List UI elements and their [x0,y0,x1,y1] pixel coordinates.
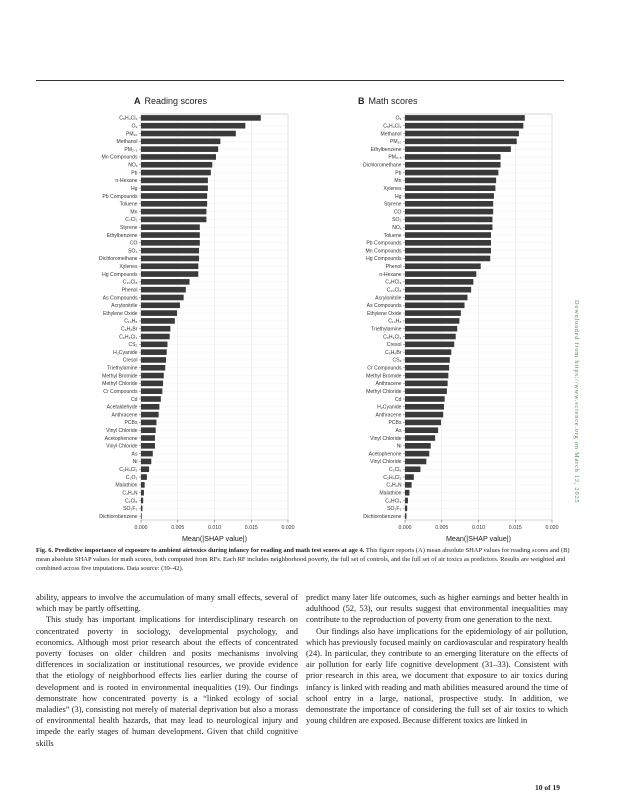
bar [405,302,465,308]
y-tick-label: Acrylonitrile [375,295,402,302]
bar [141,295,184,301]
bar [405,217,492,223]
bar [405,310,461,316]
y-tick-label: As Compounds [102,295,138,302]
bar [141,271,198,277]
y-tick-label: C₆H₄Cl₂ [383,123,402,130]
bar [405,396,445,402]
bar [405,451,429,457]
y-tick-label: SO₂ [392,217,402,224]
y-tick-label: Vinyl Chloride [106,443,138,450]
y-tick-label: H₂Cyanide [377,404,402,411]
y-tick-label: Pb [395,170,402,177]
y-tick-label: PM₂.₅ [388,154,402,161]
bar [405,193,494,199]
y-tick-label: C₂H₄Cl₂ [119,467,138,474]
figure-title: Predictive importance of exposure to ambient airtoxics during infancy for reading and math test scores at age 4. [54,547,365,554]
x-tick-label: 0.010 [208,525,221,531]
y-tick-label: Cd [130,396,138,403]
bar [141,404,159,410]
x-tick-label: 0.000 [398,525,412,531]
y-tick-label: Methyl Bromide [102,373,138,380]
bar [405,162,501,168]
y-tick-label: Dichloromethane [362,162,402,169]
y-tick-label: Hg Compounds [366,256,402,263]
reading-scores-chart [36,110,298,546]
y-tick-label: Ni [396,443,402,450]
body-right-column [306,592,568,726]
y-tick-label: Anthracene [111,412,138,419]
figure-caption-text: This figure reports (A) mean absolute SHAP values for reading scores and (B) mean absolute SHAP values for math scores, both computed from RFs. Each RF includes neighborhood poverty, the full set of controls, and the full set of air toxics as predictors. Results are weighted and combined across five imputations. Data source: (39–42). [36,547,570,572]
x-axis-label: Mean(|SHAP value|) [445,534,512,543]
bar [405,287,471,293]
bar [405,490,409,496]
y-tick-label: CS₂ [128,342,138,349]
bar [405,342,454,348]
bar [141,412,159,418]
y-tick-label: Triethylamine [107,365,138,372]
x-tick-label: 0.010 [472,525,485,531]
y-tick-label: C₂HCl₃ [385,498,402,505]
bar [141,451,153,457]
bar [405,373,448,379]
y-tick-label: Dichlorobenzene [363,513,402,520]
bar [141,302,180,308]
y-tick-label: C₂₀Cl₈ [122,279,138,286]
bar [405,381,448,387]
bar [405,279,473,285]
bar [141,154,216,160]
bar [141,146,218,152]
page-number: 10 of 19 [535,783,560,792]
bar [405,201,493,207]
bar [141,279,190,285]
y-tick-label: Cr Compounds [103,388,138,395]
bar [405,357,450,363]
y-tick-label: C₁₀H₈ [124,318,138,325]
panel-a-title-text: Reading scores [144,96,208,106]
bar [141,498,143,504]
y-tick-label: C₂H₃N [122,490,138,497]
bar [141,505,142,511]
panel-a-title [134,96,207,106]
y-tick-label: C₆H₄Cl₂ [119,115,138,122]
y-tick-label: Methanol [380,131,402,138]
y-tick-label: Hg Compounds [102,271,138,278]
y-tick-label: O₃ [131,123,138,130]
y-tick-label: Phenol [385,264,402,271]
panel-b-letter: B [358,96,365,106]
y-tick-label: Mn [394,178,402,185]
bar [141,342,167,348]
bar [405,115,525,121]
y-tick-label: Toluene [119,201,138,208]
y-tick-label: Methyl Bromide [366,373,402,380]
y-tick-label: Mn [130,209,138,216]
y-tick-label: Ni [132,459,138,466]
y-tick-label: Xylenes [119,264,138,271]
y-tick-label: C₂HCl₃ [385,279,402,286]
y-tick-label: Acrylonitrile [111,303,138,310]
bar [141,256,199,262]
y-tick-label: Acetaldehyde [106,404,138,411]
paragraph: Our findings also have implications for the epidemiology of air pollution, which has previously focused mainly on cardiovascular and respiratory health (24). In particular, they contribute to an emerging literature on the effects of air pollution for early life cognitive development (31–33). Consistent with prior research in this area, we document that exposure to air toxics during infancy is linked with reading and math abilities measured around the time of school entry in a large, national, prospective study. In addition, we demonstrate the importance of considering the full set of air toxics to which young children are exposed. Because different toxics are linked in [306,626,568,726]
y-tick-label: Mn Compounds [365,248,402,255]
y-tick-label: Ethylbenzene [370,146,402,153]
y-tick-label: CO [129,240,138,247]
bar [405,498,408,504]
header-rule [36,80,564,81]
bar [405,232,491,238]
x-tick-label: 0.020 [281,525,295,531]
bar [405,248,491,254]
bar [405,420,441,426]
y-tick-label: C₂₀Cl₈ [386,287,402,294]
bar [141,232,200,238]
bar [405,154,501,160]
panel-b-title-text: Math scores [368,96,418,106]
y-tick-label: As Compounds [366,303,402,310]
y-tick-label: PM₁₀ [126,131,138,138]
bar [405,388,447,394]
y-tick-label: Cr Compounds [367,365,402,372]
bar [405,170,498,176]
y-tick-label: Cd [394,396,402,403]
bar [405,240,491,246]
y-tick-label: SO₂F₂ [123,506,138,513]
y-tick-label: As [131,451,138,458]
figure-caption [36,546,570,573]
y-tick-label: PCBs [388,420,402,427]
y-tick-label: C₂Cl₆ [124,498,138,505]
y-tick-label: PM₂.₅ [124,146,138,153]
bar [141,287,186,293]
bar [141,388,162,394]
y-tick-label: CO [393,209,402,216]
download-watermark [565,300,585,700]
bar [141,170,211,176]
y-tick-label: Methyl Chloride [366,388,402,395]
y-tick-label: Dichloromethane [98,256,138,263]
paragraph: ability, appears to involve the accumulation of many small effects, several of which may be partly offsetting. [36,593,298,614]
bar [141,263,198,269]
paragraph: predict many later life outcomes, such as higher earnings and better health in adulthood (52, 53), our results suggest that environmental inequalities may contribute to the reproduction of poverty from one generation to the next. [306,593,568,625]
paragraph: This study has important implications for interdisciplinary research on concentrated poverty in sociology, developmental psychology, and economics. Although most prior research about the effects of concentrated poverty focuses on older children and posits mechanisms involving differences in socialization or institutional resources, we provide evidence that the etiology of neighborhood effects lies earlier during the course of development and is rooted in environmental inequalities (19). Our findings demonstrate how concentrated poverty is a “linked ecology of social maladies” (3), consisting not merely of material deprivation but also a morass of environmental health hazards, that may lead to neurological injury and impede the early stages of human development. Given that child cognitive skills [36,615,298,748]
bar [405,435,435,441]
bar [141,365,165,371]
bar [141,178,208,184]
y-tick-label: PM₁₀ [390,139,402,146]
bar [141,209,206,215]
bar [141,326,170,332]
bar [141,240,200,246]
body-left-column [36,592,298,749]
bar [405,146,511,152]
x-tick-label: 0.005 [171,525,185,531]
bar [141,466,149,472]
bar [141,373,164,379]
y-tick-label: Phenol [121,287,138,294]
download-watermark-text: Downloaded from https://www.science.org on March 12, 2025 [573,300,580,504]
bar [141,435,155,441]
y-tick-label: Acetophenone [104,435,138,442]
y-tick-label: NOₓ [128,162,138,169]
x-tick-label: 0.015 [244,525,258,531]
bar [405,365,449,371]
bar [405,404,444,410]
bar [141,162,212,168]
bar [141,201,207,207]
y-tick-label: Cresol [386,342,402,349]
y-tick-label: H₂Cyanide [113,349,138,356]
bar [141,123,245,129]
bar [141,131,236,137]
bar [405,513,406,519]
y-tick-label: Methanol [116,139,138,146]
y-tick-label: NOₓ [392,225,402,232]
y-tick-label: Mn Compounds [101,154,138,161]
y-tick-label: Hg [394,193,402,200]
bar [141,513,142,519]
bar [141,193,207,199]
y-tick-label: Styrene [119,225,138,232]
y-tick-label: CS₂ [392,357,402,364]
y-tick-label: Hg [130,185,138,192]
y-tick-label: Anthracene [375,381,402,388]
bar [141,248,199,254]
bar [141,381,163,387]
bar [405,427,438,433]
bar [405,482,412,488]
bar [405,334,456,340]
bar [405,178,496,184]
y-tick-label: Ethylene Oxide [366,310,402,317]
bar [405,209,493,215]
bar [141,474,147,480]
y-tick-label: Ethylbenzene [106,232,138,239]
y-tick-label: Anthracene [375,412,402,419]
bar [141,115,261,121]
bar [405,459,426,465]
y-tick-label: Vinyl Chloride [106,428,138,435]
bar [405,263,481,269]
bar [405,474,414,480]
bar [405,443,431,449]
bar [405,295,467,301]
bar [141,396,161,402]
bar [141,357,166,363]
bar [141,490,144,496]
y-tick-label: Styrene [383,201,402,208]
y-tick-label: Ethylene Oxide [102,310,138,317]
bar [405,271,476,277]
figure-label: Fig. 6. [36,547,54,554]
bar [141,459,151,465]
panel-b-title [358,96,418,106]
y-tick-label: PCBs [124,420,138,427]
y-tick-label: Malathion [115,482,138,489]
panel-a-letter: A [134,96,141,106]
bar [405,139,517,145]
bar [405,349,451,355]
x-tick-label: 0.000 [134,525,148,531]
bar [141,334,170,340]
y-tick-label: Xylenes [383,185,402,192]
bar [405,123,523,129]
y-tick-label: Vinyl Chloride [370,435,402,442]
bar [405,256,490,262]
bar [141,349,167,355]
y-tick-label: C₆H₆Br [120,326,138,333]
y-tick-label: SO₂ [128,248,138,255]
bar [141,482,145,488]
x-tick-label: 0.020 [545,525,559,531]
bar [141,427,156,433]
bar [405,466,420,472]
bar [141,420,156,426]
y-tick-label: SO₂F₂ [387,506,402,513]
bar [405,326,457,332]
y-tick-label: C₂H₄Cl₂ [383,474,402,481]
bar [405,185,495,191]
x-axis-label: Mean(|SHAP value|) [181,534,248,543]
y-tick-label: Dichlorobenzene [99,513,138,520]
y-tick-label: C₇Cl₂ [125,217,138,224]
bar [405,131,519,137]
y-tick-label: C₆H₆Br [384,349,402,356]
y-tick-label: Triethylamine [371,326,402,333]
y-tick-label: Toluene [383,232,402,239]
y-tick-label: Acetophenone [368,451,402,458]
y-tick-label: C₆H₃Cl₃ [383,334,402,341]
y-tick-label: Cresol [122,357,138,364]
x-tick-label: 0.015 [508,525,522,531]
y-tick-label: n-Hexane [379,271,402,278]
math-scores-chart [300,110,562,546]
y-tick-label: O₃ [395,115,402,122]
bar [141,217,206,223]
y-tick-label: n-Hexane [115,178,138,185]
y-tick-label: C₂H₃N [386,482,402,489]
y-tick-label: C₂O₃ [125,474,138,481]
y-tick-label: C₁₀H₈ [388,318,402,325]
y-tick-label: Vinyl Chloride [370,459,402,466]
bar [405,318,459,324]
bar [141,318,175,324]
bar [405,505,407,511]
y-tick-label: Pb Compounds [366,240,402,247]
bar [141,139,220,145]
bar [141,224,200,230]
y-tick-label: C₂Cl₆ [388,467,402,474]
bar [141,310,177,316]
bar [141,185,208,191]
y-tick-label: Pb [131,170,138,177]
y-tick-label: Pb Compounds [102,193,138,200]
y-tick-label: As [395,428,402,435]
y-tick-label: Methyl Chloride [102,381,138,388]
y-tick-label: Malathion [379,490,402,497]
bar [141,443,155,449]
bar [405,412,443,418]
y-tick-label: C₆H₃Cl₃ [119,334,138,341]
x-tick-label: 0.005 [435,525,449,531]
bar [405,224,492,230]
